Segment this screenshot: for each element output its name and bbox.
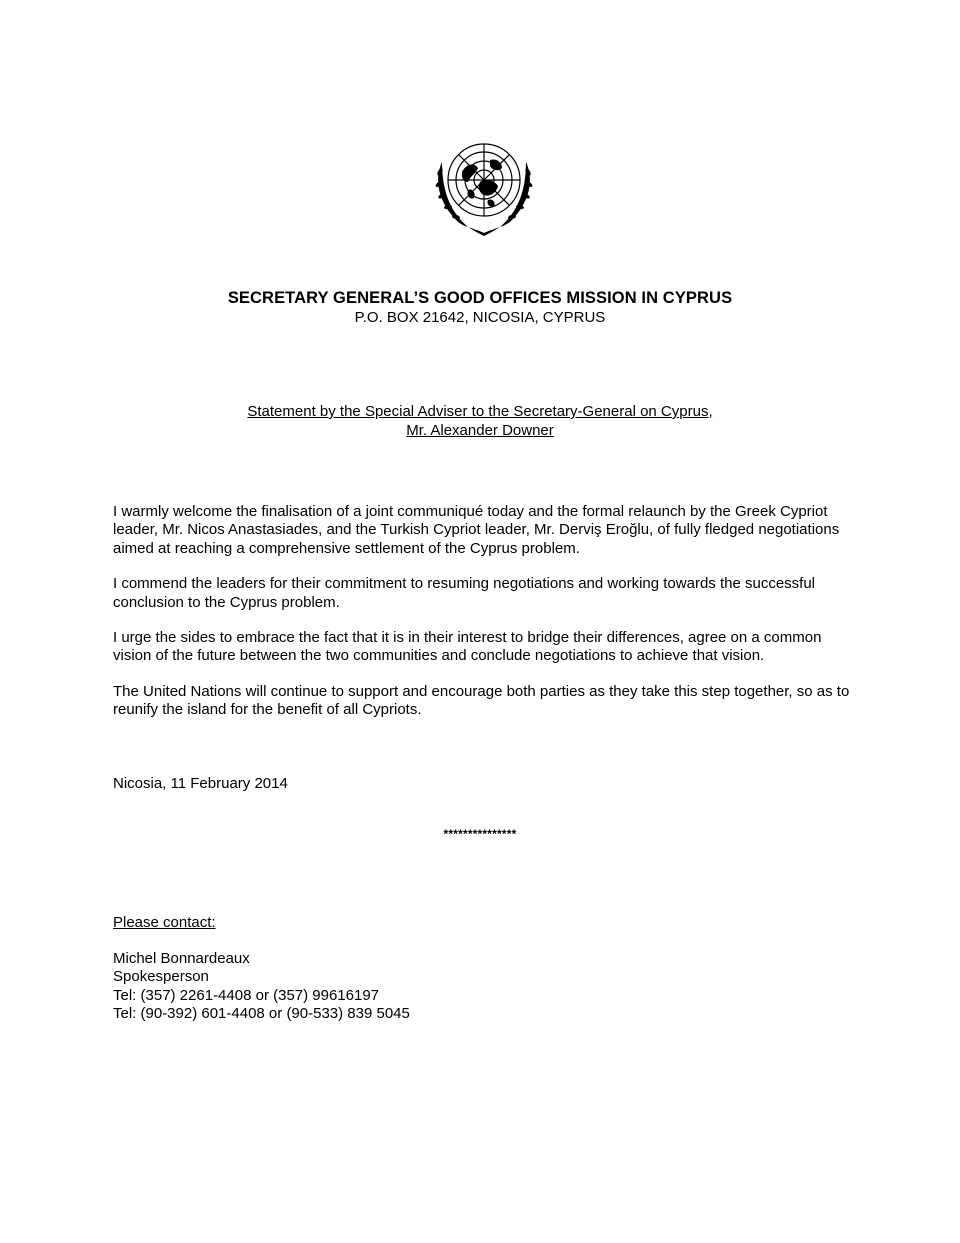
dateline: Nicosia, 11 February 2014 <box>113 775 288 792</box>
un-emblem-icon <box>428 132 540 240</box>
paragraph-2: I commend the leaders for their commitment to resuming negotiations and working towards the successful conclusion to the Cyprus problem. <box>113 575 815 611</box>
contact-tel-1: Tel: (357) 2261-4408 or (357) 99616197 <box>113 986 380 1004</box>
contact-role: Spokesperson <box>113 968 209 986</box>
mission-address: P.O. BOX 21642, NICOSIA, CYPRUS <box>354 309 606 326</box>
contact-tel-2: Tel: (90-392) 601-4408 or (90-533) 839 5045 <box>113 1005 410 1023</box>
statement-title-line2: Mr. Alexander Downer <box>406 422 554 439</box>
paragraph-4: The United Nations will continue to support and encourage both parties as they take this step together, so as to reunify the island for the benefit of all Cypriots. <box>113 682 850 719</box>
contact-heading: Please contact: <box>113 914 216 931</box>
contact-block <box>113 950 410 1024</box>
paragraph-3: I urge the sides to embrace the fact that it is in their interest to bridge their differences, agree on a common vision of the future between the two communities and conclude negotiations to achieve that vision. <box>113 629 822 665</box>
paragraph-1: I warmly welcome the finalisation of a joint communiqué today and the formal relaunch by the Greek Cypriot leader, Mr. Nicos Anastasiades, and the Turkish Cypriot leader, Mr. Derviş Eroğlu, of fully fledged negotiations aimed at reaching a comprehensive settlement of the Cyprus problem. <box>113 503 840 557</box>
statement-body <box>113 503 853 737</box>
separator: *************** <box>443 827 517 841</box>
contact-name: Michel Bonnardeaux <box>113 950 250 967</box>
statement-title-line1: Statement by the Special Adviser to the Secretary-General on Cyprus, <box>247 403 713 420</box>
mission-title: SECRETARY GENERAL’S GOOD OFFICES MISSION IN CYPRUS <box>227 289 733 307</box>
